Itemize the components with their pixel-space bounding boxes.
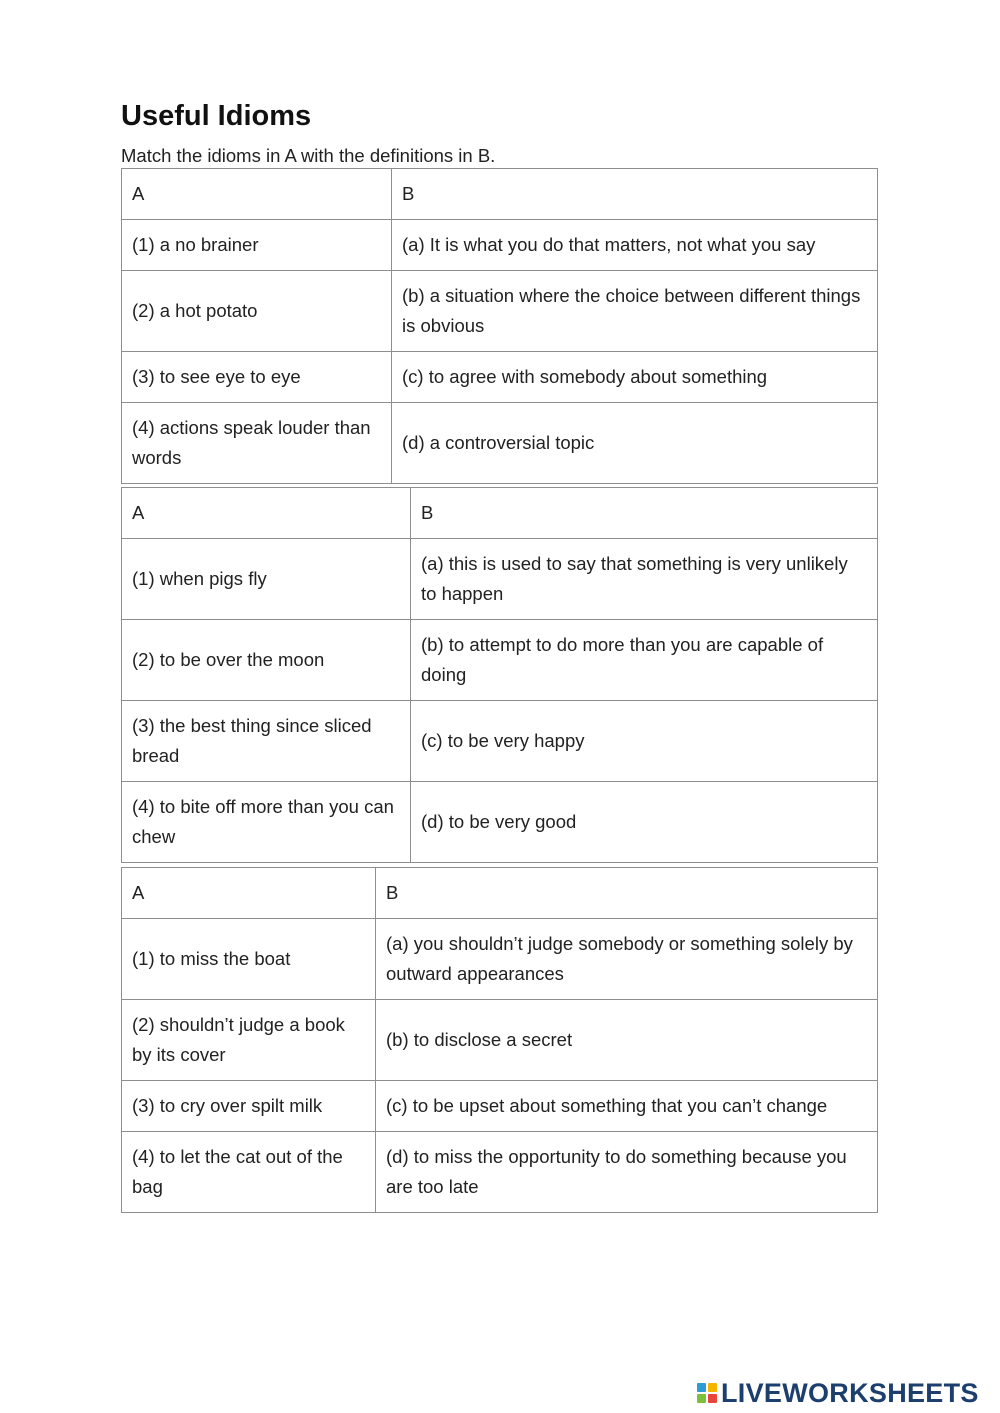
definition-cell: (d) a controversial topic: [392, 403, 878, 484]
page-title: Useful Idioms: [121, 100, 312, 132]
idiom-cell: (1) a no brainer: [122, 220, 392, 271]
table-row: [122, 271, 878, 352]
definition-cell: (d) to be very good: [411, 782, 878, 863]
idiom-cell: (4) to bite off more than you can chew: [122, 782, 411, 863]
liveworksheets-logo[interactable]: [697, 1378, 979, 1408]
idiom-cell: (1) to miss the boat: [122, 919, 376, 1000]
definition-cell: (a) you shouldn’t judge somebody or something solely by outward appearances: [376, 919, 878, 1000]
table-row: [122, 220, 878, 271]
table-row: [122, 352, 878, 403]
table-header-row: [122, 488, 878, 539]
logo-blocks-icon: [697, 1383, 717, 1403]
column-a-header: A: [122, 169, 392, 220]
table-row: [122, 1081, 878, 1132]
definition-cell: (a) It is what you do that matters, not what you say: [392, 220, 878, 271]
idiom-cell: (4) actions speak louder than words: [122, 403, 392, 484]
logo-block: [708, 1383, 717, 1392]
definition-cell: (a) this is used to say that something is very unlikely to happen: [411, 539, 878, 620]
table-row: [122, 620, 878, 701]
idiom-cell: (3) to see eye to eye: [122, 352, 392, 403]
definition-cell: (b) to attempt to do more than you are capable of doing: [411, 620, 878, 701]
table-row: [122, 919, 878, 1000]
definition-cell: (c) to agree with somebody about something: [392, 352, 878, 403]
idiom-cell: (1) when pigs fly: [122, 539, 411, 620]
table-row: [122, 539, 878, 620]
table-row: [122, 1000, 878, 1081]
column-a-header: A: [122, 488, 411, 539]
table-row: [122, 701, 878, 782]
table-row: [122, 782, 878, 863]
column-b-header: B: [376, 868, 878, 919]
idiom-table-3: [121, 867, 878, 1213]
logo-text: LIVEWORKSHEETS: [721, 1378, 979, 1408]
column-b-header: B: [392, 169, 878, 220]
column-b-header: B: [411, 488, 878, 539]
definition-cell: (c) to be very happy: [411, 701, 878, 782]
idiom-cell: (2) a hot potato: [122, 271, 392, 352]
idiom-table-2: [121, 487, 878, 863]
idiom-table-1: [121, 168, 878, 484]
logo-block: [708, 1394, 717, 1403]
idiom-cell: (4) to let the cat out of the bag: [122, 1132, 376, 1213]
logo-block: [697, 1394, 706, 1403]
definition-cell: (b) to disclose a secret: [376, 1000, 878, 1081]
idiom-cell: (2) to be over the moon: [122, 620, 411, 701]
definition-cell: (c) to be upset about something that you can’t change: [376, 1081, 878, 1132]
idiom-cell: (3) the best thing since sliced bread: [122, 701, 411, 782]
definition-cell: (d) to miss the opportunity to do something because you are too late: [376, 1132, 878, 1213]
table-header-row: [122, 868, 878, 919]
definition-cell: (b) a situation where the choice between different things is obvious: [392, 271, 878, 352]
idiom-cell: (3) to cry over spilt milk: [122, 1081, 376, 1132]
table-row: [122, 1132, 878, 1213]
table-header-row: [122, 169, 878, 220]
logo-block: [697, 1383, 706, 1392]
idiom-cell: (2) shouldn’t judge a book by its cover: [122, 1000, 376, 1081]
table-row: [122, 403, 878, 484]
instructions: Match the idioms in A with the definitions in B.: [121, 145, 496, 166]
column-a-header: A: [122, 868, 376, 919]
